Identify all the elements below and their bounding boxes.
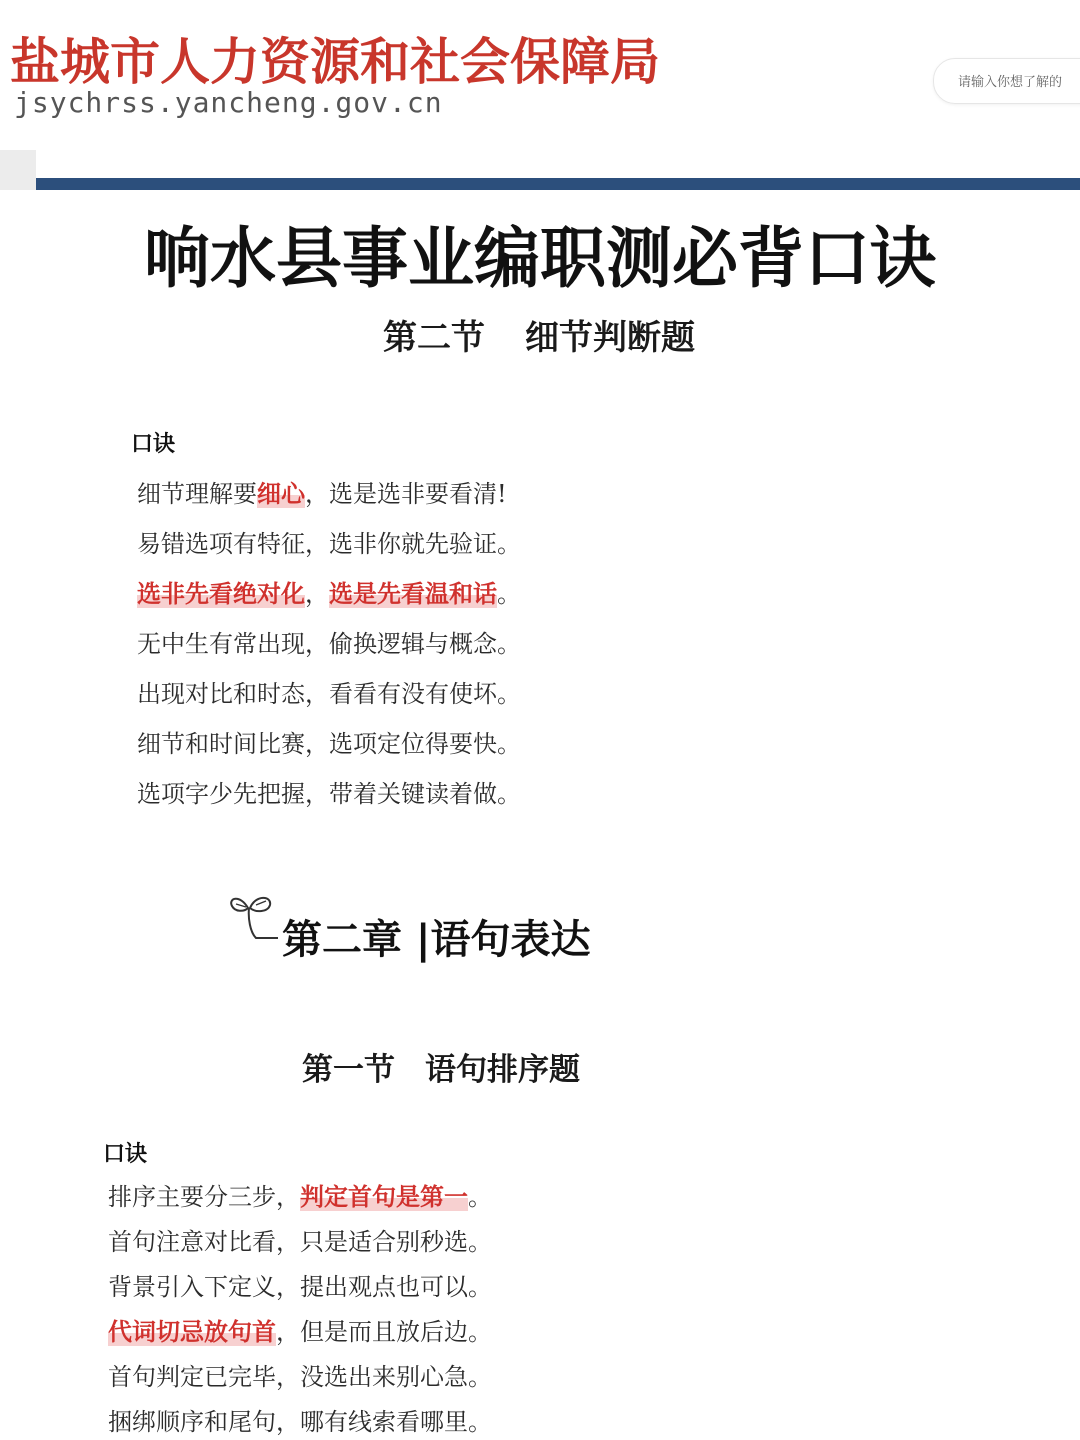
- search-input[interactable]: [933, 58, 1080, 104]
- verse-text: 排序主要分三步，: [108, 1183, 300, 1211]
- verse-highlight: 选非先看绝对化: [137, 579, 305, 608]
- section2-verse-line: [108, 1312, 492, 1347]
- section2-verse-line: [108, 1267, 492, 1302]
- verse-text: 。: [497, 580, 521, 608]
- verse-text: 选项字少先把握，带着关键读着做。: [137, 780, 521, 808]
- section1-verse-line: [137, 724, 521, 759]
- verse-text: 捆绑顺序和尾句，哪有线索看哪里。: [108, 1408, 492, 1436]
- section2-label: 口诀: [103, 1142, 148, 1167]
- verse-text: 出现对比和时态，看看有没有使坏。: [137, 680, 521, 708]
- section2-verse-line: [108, 1222, 492, 1257]
- verse-text: 无中生有常出现，偷换逻辑与概念。: [137, 630, 521, 658]
- verse-text: 首句判定已完毕，没选出来别心急。: [108, 1363, 492, 1391]
- search-placeholder: 请输入你想了解的: [958, 75, 1063, 90]
- verse-text: 首句注意对比看，只是适合别秒选。: [108, 1228, 492, 1256]
- section1-title: [383, 310, 695, 359]
- section1-verse-line: [137, 624, 521, 659]
- section1-verse-line: [137, 674, 521, 709]
- verse-text: ，但是而且放后边。: [276, 1318, 492, 1346]
- section1-verse-line: [137, 574, 521, 609]
- chapter-heading: [226, 888, 591, 963]
- verse-text: 背景引入下定义，提出观点也可以。: [108, 1273, 492, 1301]
- chapter-title: 第二章 |语句表达: [282, 917, 591, 963]
- section1-number: 第二节: [383, 318, 485, 358]
- verse-text: ，: [305, 580, 329, 608]
- section1-verse-line: [137, 524, 521, 559]
- verse-text: 细节理解要: [137, 480, 257, 508]
- verse-highlight: 选是先看温和话: [329, 579, 497, 608]
- verse-highlight: 细心: [257, 479, 305, 508]
- verse-highlight: 判定首句是第一: [300, 1182, 468, 1211]
- section2-verse-line: [108, 1177, 492, 1212]
- verse-text: 细节和时间比赛，选项定位得要快。: [137, 730, 521, 758]
- section1-label: 口诀: [131, 432, 176, 457]
- site-url[interactable]: jsychrss.yancheng.gov.cn: [14, 86, 443, 119]
- section1-verse-line: [137, 774, 521, 809]
- verse-text: ，选是选非要看清!: [305, 480, 507, 508]
- section1-verse-line: [137, 474, 507, 509]
- section2-name: 语句排序题: [425, 1052, 580, 1088]
- section2-title: [302, 1044, 580, 1089]
- verse-text: 。: [468, 1183, 492, 1211]
- verse-text: 易错选项有特征，选非你就先验证。: [137, 530, 521, 558]
- document-title: 响水县事业编职测必背口诀: [144, 220, 936, 297]
- section2-verse-line: [108, 1402, 492, 1437]
- site-name[interactable]: 盐城市人力资源和社会保障局: [10, 33, 660, 91]
- section2-number: 第一节: [302, 1052, 395, 1088]
- nav-bar[interactable]: [36, 178, 1080, 190]
- sprout-icon: [226, 888, 286, 948]
- nav-tab-fragment: [0, 150, 36, 190]
- verse-highlight: 代词切忌放句首: [108, 1317, 276, 1346]
- section2-verse-line: [108, 1357, 492, 1392]
- section1-name: 细节判断题: [525, 318, 695, 358]
